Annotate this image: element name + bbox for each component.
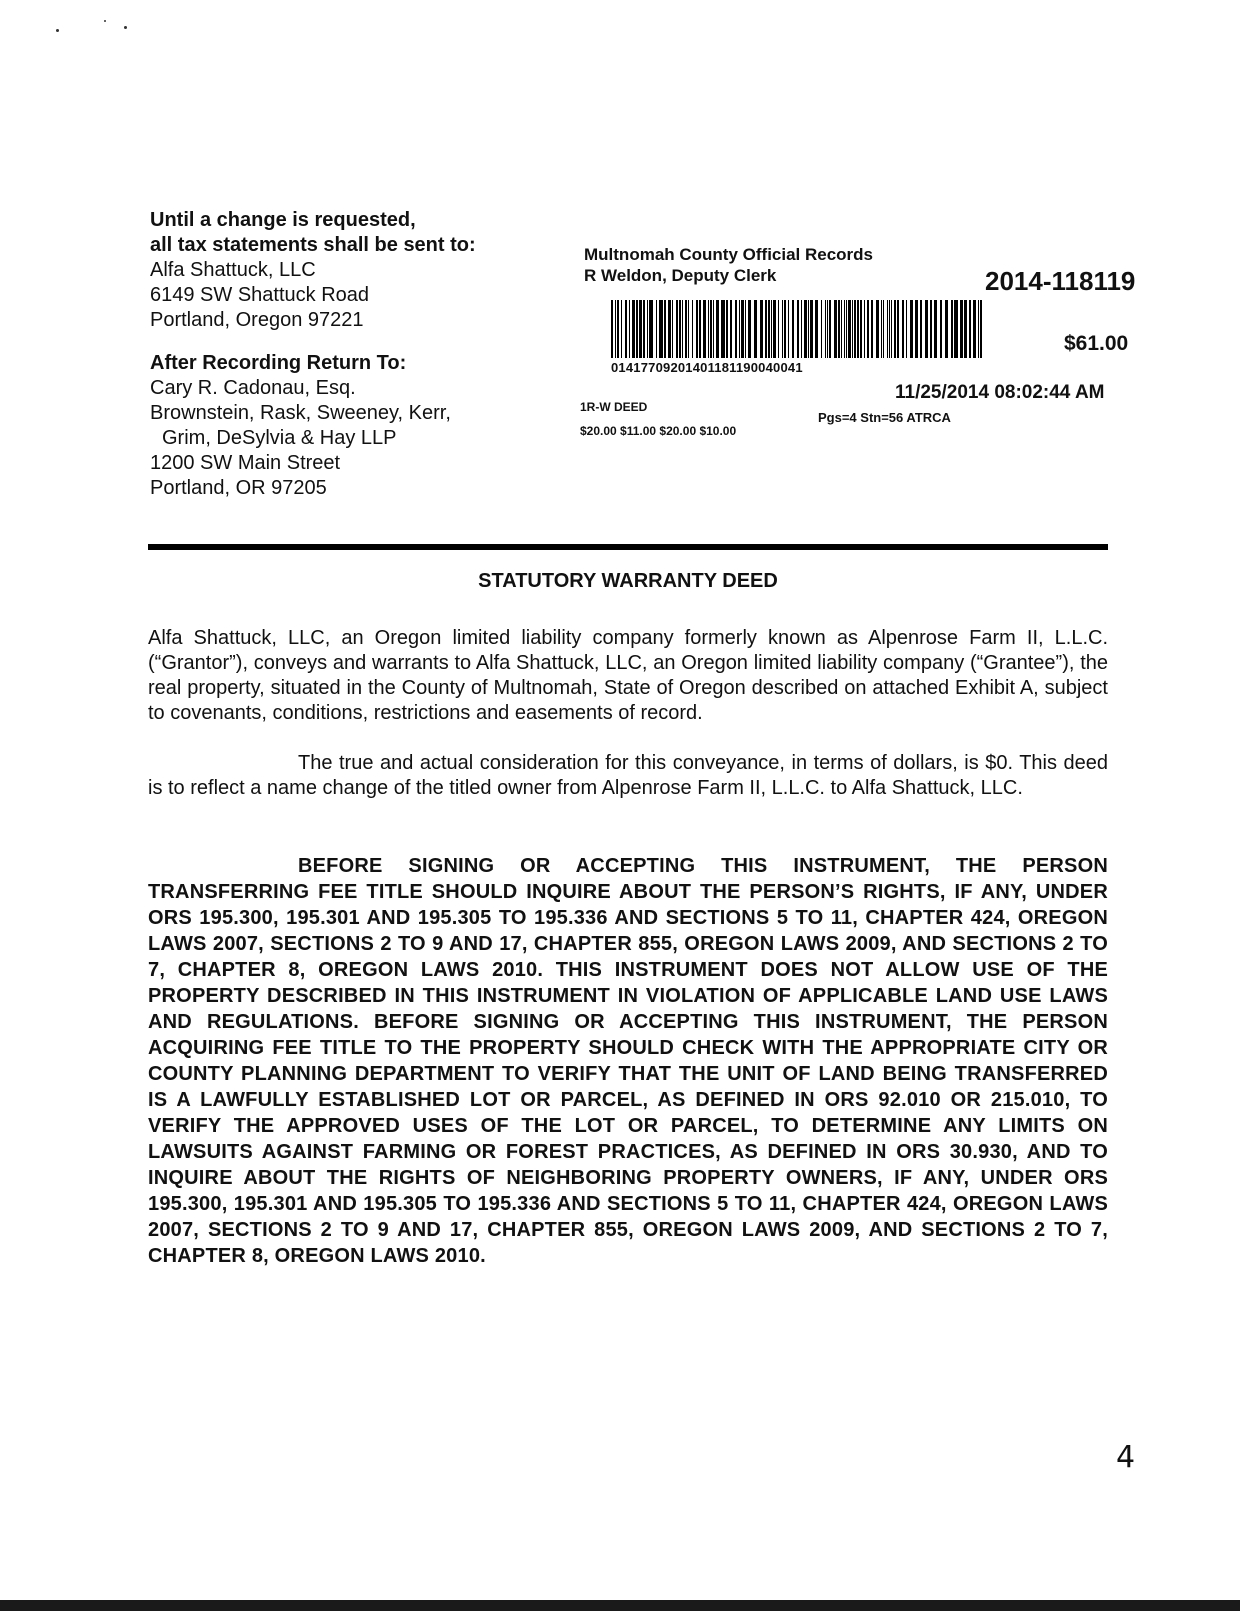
conveyance-paragraph: Alfa Shattuck, LLC, an Oregon limited liability company formerly known as Alpenrose Farm II, L.L.C. (“Grantor”), conveys and warrants to Alfa Shattuck, LLC, an Oregon limited liability company (“Grantee”), the real property, situated in the County of Multnomah, State of Oregon described on attached Exhibit A, subject to covenants, conditions, restrictions and easements of record. (148, 627, 1108, 724)
divider-rule (148, 544, 1108, 550)
scan-edge (0, 1600, 1240, 1611)
recording-doc-type: 1R-W DEED (580, 400, 648, 414)
return-to-firm-line2: Grim, DeSylvia & Hay LLP (162, 427, 397, 449)
scan-speck (104, 20, 106, 22)
recording-clerk: R Weldon, Deputy Clerk (584, 266, 777, 285)
page-number: 4 (1116, 1440, 1136, 1475)
tax-recipient-street: 6149 SW Shattuck Road (150, 284, 370, 306)
tax-recipient-city: Portland, Oregon 97221 (150, 309, 364, 331)
deed-title: STATUTORY WARRANTY DEED (478, 570, 778, 592)
barcode-digits: 01417709201401181190040041 (611, 360, 803, 375)
recording-office-name: Multnomah County Official Records (584, 245, 874, 264)
scan-speck (124, 26, 127, 29)
barcode-icon (611, 300, 987, 366)
recording-pages-station: Pgs=4 Stn=56 ATRCA (818, 410, 951, 425)
return-to-street: 1200 SW Main Street (150, 452, 341, 474)
recording-datetime: 11/25/2014 08:02:44 AM (895, 382, 1105, 403)
return-to-city: Portland, OR 97205 (150, 477, 327, 499)
consideration-paragraph: The true and actual consideration for this conveyance, in terms of dollars, is $0. This deed is to reflect a name change of the titled owner from Alpenrose Farm II, L.L.C. to Alfa Shattuck, LLC. (148, 752, 1108, 799)
address-block (150, 208, 550, 501)
tax-recipient-name: Alfa Shattuck, LLC (150, 259, 316, 281)
record-number: 2014-118119 (985, 266, 1136, 296)
tax-heading-line1: Until a change is requested, (150, 209, 416, 231)
scan-speck (56, 29, 59, 32)
recording-office (584, 244, 873, 286)
return-to-name: Cary R. Cadonau, Esq. (150, 377, 356, 399)
return-to-heading: After Recording Return To: (150, 352, 407, 374)
return-to-firm-line1: Brownstein, Rask, Sweeney, Kerr, (150, 402, 451, 424)
recording-fee-total: $61.00 (1064, 332, 1129, 355)
tax-heading-line2: all tax statements shall be sent to: (150, 234, 476, 256)
recording-fee-breakdown: $20.00 $11.00 $20.00 $10.00 (580, 424, 737, 438)
statutory-notice-paragraph: BEFORE SIGNING OR ACCEPTING THIS INSTRUMENT, THE PERSON TRANSFERRING FEE TITLE SHOULD INQUIRE ABOUT THE PERSON’S RIGHTS, IF ANY, UNDER ORS 195.300, 195.301 AND 195.305 TO 195.336 AND SECTIONS 5 TO 11, CHAPTER 424, OREGON LAWS 2007, SECTIONS 2 TO 9 AND 17, CHAPTER 855, OREGON LAWS 2009, AND SECTIONS 2 TO 7, CHAPTER 8, OREGON LAWS 2010. THIS INSTRUMENT DOES NOT ALLOW USE OF THE PROPERTY DESCRIBED IN THIS INSTRUMENT IN VIOLATION OF APPLICABLE LAND USE LAWS AND REGULATIONS. BEFORE SIGNING OR ACCEPTING THIS INSTRUMENT, THE PERSON ACQUIRING FEE TITLE TO THE PROPERTY SHOULD CHECK WITH THE APPROPRIATE CITY OR COUNTY PLANNING DEPARTMENT TO VERIFY THAT THE UNIT OF LAND BEING TRANSFERRED IS A LAWFULLY ESTABLISHED LOT OR PARCEL, AS DEFINED IN ORS 92.010 OR 215.010, TO VERIFY THE APPROVED USES OF THE LOT OR PARCEL, TO DETERMINE ANY LIMITS ON LAWSUITS AGAINST FARMING OR FOREST PRACTICES, AS DEFINED IN ORS 30.930, AND TO INQUIRE ABOUT THE RIGHTS OF NEIGHBORING PROPERTY OWNERS, IF ANY, UNDER ORS 195.300, 195.301 AND 195.305 TO 195.336 AND SECTIONS 5 TO 11, CHAPTER 424, OREGON LAWS 2007, SECTIONS 2 TO 9 AND 17, CHAPTER 855, OREGON LAWS 2009, AND SECTIONS 2 TO 7, CHAPTER 8, OREGON LAWS 2010. (148, 855, 1108, 1267)
